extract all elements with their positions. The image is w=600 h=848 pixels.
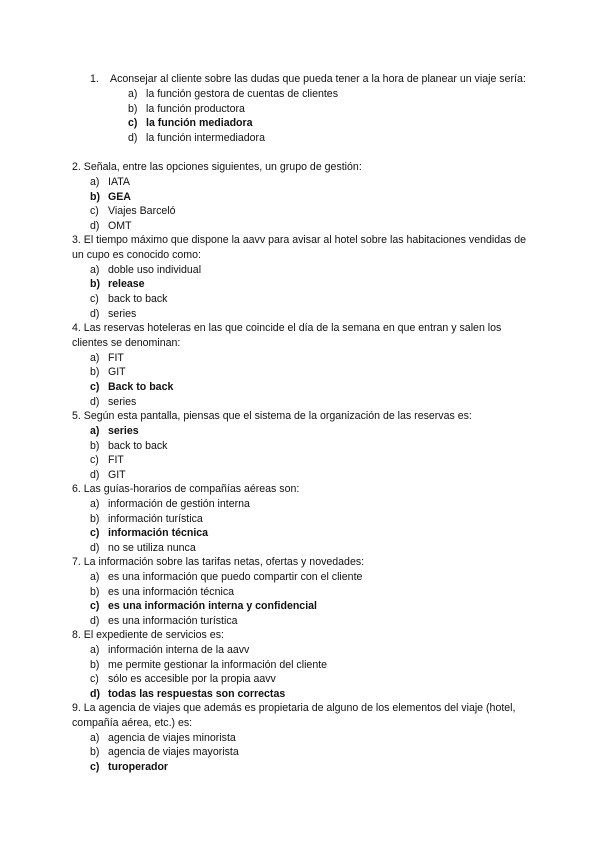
option-letter: b) [128, 102, 138, 115]
question-text: 4. Las reservas hoteleras en las que coincide el día de la semana en que entran y salen los clientes se denominan: [72, 322, 502, 349]
option-b [128, 102, 530, 117]
question-text: Aconsejar al cliente sobre las dudas que pueda tener a la hora de planear un viaje sería: [110, 73, 526, 85]
option-d [90, 468, 532, 483]
option-letter: b) [90, 278, 100, 291]
option-a [90, 570, 532, 585]
option-letter: a) [90, 731, 100, 744]
option-text: no se utiliza nunca [108, 542, 196, 555]
option-text: back to back [108, 293, 168, 306]
option-text: FIT [108, 351, 124, 364]
option-d [90, 395, 532, 410]
option-a [90, 263, 532, 278]
option-letter: b) [90, 190, 100, 203]
option-letter: c) [90, 205, 99, 218]
option-c [90, 292, 532, 307]
question-text: 2. Señala, entre las opciones siguientes, un grupo de gestión: [72, 161, 362, 173]
option-letter: c) [90, 673, 99, 686]
option-letter: c) [128, 117, 138, 130]
option-list [90, 497, 532, 556]
option-list [90, 643, 532, 702]
option-letter: a) [90, 643, 100, 656]
option-text: Back to back [108, 381, 174, 394]
option-text: me permite gestionar la información del cliente [108, 658, 328, 671]
option-text: es una información que puedo compartir con el cliente [108, 570, 363, 583]
option-letter: c) [90, 454, 99, 467]
option-c-correct [90, 760, 532, 775]
option-b [90, 512, 532, 527]
option-text: información turística [108, 512, 203, 525]
option-text: la función gestora de cuentas de clientes [146, 87, 338, 100]
question-7 [72, 555, 532, 629]
option-letter: a) [90, 497, 100, 510]
question-2 [72, 160, 532, 234]
option-letter: d) [90, 469, 100, 482]
question-6 [72, 482, 532, 556]
option-b [90, 658, 532, 673]
option-letter: c) [90, 381, 100, 394]
question-text: 7. La información sobre las tarifas netas, ofertas y novedades: [72, 556, 365, 568]
option-d [90, 219, 532, 234]
question-3 [72, 233, 532, 322]
option-text: series [108, 307, 137, 320]
option-text: OMT [108, 220, 132, 233]
option-text: GEA [108, 190, 131, 203]
option-letter: d) [90, 395, 100, 408]
option-text: GIT [108, 469, 126, 482]
option-text: la función productora [146, 102, 245, 115]
option-text: Viajes Barceló [108, 205, 176, 218]
option-c-correct [90, 380, 532, 395]
option-text: agencia de viajes minorista [108, 731, 236, 744]
option-list [90, 424, 532, 483]
option-c [90, 672, 532, 687]
option-letter: b) [90, 512, 100, 525]
option-list [128, 87, 530, 146]
option-text: turoperador [108, 761, 169, 774]
option-letter: d) [128, 132, 138, 145]
question-text: 6. Las guías-horarios de compañías aéreas son: [72, 483, 300, 495]
option-c-correct [90, 599, 532, 614]
option-text: la función mediadora [146, 117, 253, 130]
option-letter: c) [90, 761, 100, 774]
question-text: 5. Según esta pantalla, piensas que el sistema de la organización de las reservas es: [72, 410, 472, 422]
option-letter: b) [90, 746, 100, 759]
option-a [90, 497, 532, 512]
option-letter: d) [90, 542, 100, 555]
option-b [90, 365, 532, 380]
option-c-correct [128, 116, 530, 131]
option-b-correct [90, 277, 532, 292]
option-text: release [108, 278, 145, 291]
option-text: es una información interna y confidencial [108, 600, 317, 613]
option-a [90, 175, 532, 190]
option-letter: b) [90, 658, 100, 671]
option-letter: c) [90, 527, 100, 540]
option-letter: a) [90, 570, 100, 583]
question-8 [72, 628, 532, 702]
option-list [90, 570, 532, 629]
option-d-correct [90, 687, 532, 702]
option-letter: a) [90, 263, 100, 276]
option-text: GIT [108, 366, 126, 379]
option-list [90, 731, 532, 775]
option-b [90, 745, 532, 760]
question-4 [72, 321, 532, 410]
option-text: IATA [108, 175, 130, 188]
option-a-correct [90, 424, 532, 439]
question-1 [90, 72, 530, 146]
option-text: es una información técnica [108, 585, 235, 598]
option-text: es una información turística [108, 615, 238, 628]
option-a [90, 731, 532, 746]
option-a [128, 87, 530, 102]
option-letter: b) [90, 585, 100, 598]
question-text: 9. La agencia de viajes que además es propietaria de alguno de los elementos del viaje (hotel, compañía aérea, etc.) es: [72, 702, 516, 729]
option-text: sólo es accesible por la propia aavv [108, 673, 276, 686]
question-text: 8. El expediente de servicios es: [72, 629, 224, 641]
option-d [90, 614, 532, 629]
option-list [90, 175, 532, 234]
option-list [90, 263, 532, 322]
option-letter: a) [90, 424, 100, 437]
option-text: agencia de viajes mayorista [108, 746, 239, 759]
option-letter: a) [128, 87, 138, 100]
option-letter: c) [90, 600, 100, 613]
option-letter: a) [90, 175, 100, 188]
option-b-correct [90, 190, 532, 205]
option-text: la función intermediadora [146, 132, 265, 145]
option-text: información de gestión interna [108, 497, 250, 510]
option-text: doble uso individual [108, 263, 202, 276]
option-text: series [108, 395, 137, 408]
option-d [90, 541, 532, 556]
option-c [90, 204, 532, 219]
option-letter: b) [90, 439, 100, 452]
option-letter: b) [90, 366, 100, 379]
option-text: información interna de la aavv [108, 643, 250, 656]
question-number: 1. [90, 73, 99, 85]
option-list [90, 351, 532, 410]
option-d [128, 131, 530, 146]
option-letter: d) [90, 220, 100, 233]
question-9 [72, 701, 532, 775]
option-d [90, 307, 532, 322]
option-c-correct [90, 526, 532, 541]
option-text: todas las respuestas son correctas [108, 688, 286, 701]
option-letter: a) [90, 351, 100, 364]
option-a [90, 643, 532, 658]
option-b [90, 585, 532, 600]
option-text: series [108, 424, 139, 437]
option-text: información técnica [108, 527, 209, 540]
option-b [90, 439, 532, 454]
option-text: back to back [108, 439, 168, 452]
question-text: 3. El tiempo máximo que dispone la aavv para avisar al hotel sobre las habitaciones vendidas de un cupo es conocido como: [72, 234, 527, 261]
option-letter: d) [90, 307, 100, 320]
option-letter: c) [90, 293, 99, 306]
option-a [90, 351, 532, 366]
option-letter: d) [90, 688, 100, 701]
question-5 [72, 409, 532, 483]
option-text: FIT [108, 454, 124, 467]
option-c [90, 453, 532, 468]
option-letter: d) [90, 615, 100, 628]
